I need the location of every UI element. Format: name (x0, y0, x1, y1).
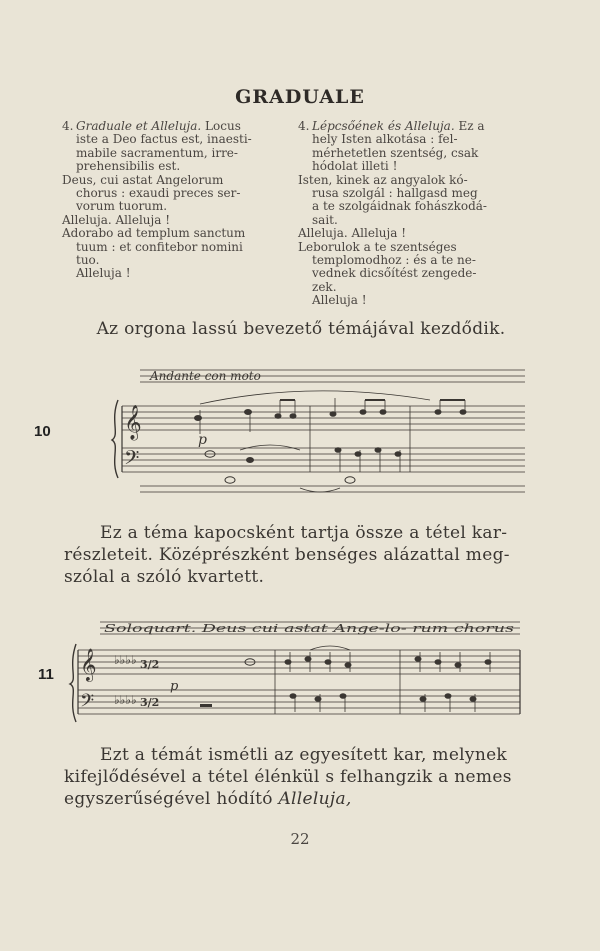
paragraph-line: kifejlődésével a tétel élénkül s felhangzik a nemes (64, 767, 512, 787)
latin-line: tuo. (76, 253, 100, 268)
latin-line: Alleluja. Alleluja ! (62, 212, 171, 227)
latin-line: mabile sacramentum, irre- (76, 145, 238, 160)
hungarian-line: sait. (312, 212, 338, 227)
svg-text:𝄢: 𝄢 (124, 446, 140, 474)
hungarian-line: Alleluja ! (312, 293, 367, 308)
hungarian-line: rusa szolgál : hallgasd meg (312, 186, 478, 201)
latin-line: Adorabo ad templum sanctum (62, 226, 246, 241)
hungarian-line: vednek dicsőítést zengede- (312, 266, 477, 281)
hungarian-line: a te szolgáidnak fohászkodá- (312, 199, 487, 214)
svg-text:𝄞: 𝄞 (124, 405, 142, 440)
middle-paragraph (64, 522, 538, 588)
page-number: 22 (290, 830, 310, 848)
dynamic-marking: p (170, 679, 179, 694)
hungarian-column (298, 120, 512, 308)
hungarian-line: zek. (312, 279, 337, 294)
hungarian-line: Isten, kinek az angyalok kó- (298, 172, 468, 187)
paragraph-text: egyszerűségével hódító (64, 789, 273, 809)
time-signature: 3/2 (140, 658, 160, 671)
example-number: 10 (34, 423, 51, 440)
svg-text:𝄢: 𝄢 (80, 691, 95, 716)
latin-line: chorus : exaudi preces ser- (76, 186, 241, 201)
hungarian-line: hódolat illeti ! (312, 159, 398, 174)
paragraph-line (64, 788, 538, 810)
latin-line: Alleluja ! (76, 266, 131, 281)
latin-line: vorum tuorum. (76, 199, 168, 214)
hungarian-line: mérhetetlen szentség, csak (312, 145, 479, 160)
music-example-10 (110, 360, 530, 502)
hungarian-line: templomodhoz : és a te ne- (312, 253, 476, 268)
latin-line: iste a Deo factus est, inaesti- (76, 132, 252, 147)
paragraph-line: részleteit. Középrészként benséges alázattal meg- (64, 545, 510, 565)
svg-text:𝄞: 𝄞 (80, 648, 97, 681)
svg-text:♭♭♭♭: ♭♭♭♭ (114, 693, 137, 707)
time-signature: 3/2 (140, 696, 160, 709)
latin-line: Deus, cui astat Angelorum (62, 172, 224, 187)
dynamic-marking: p (198, 432, 207, 448)
latin-line: 4. Graduale et Alleluja. Locus (62, 119, 241, 133)
example-number: 11 (38, 666, 54, 683)
handwritten-lyrics: Soloquart. Deus cui astat Ange-lo- rum chorus (104, 622, 515, 635)
tempo-marking: Andante con moto (150, 369, 261, 383)
latin-column (62, 120, 290, 281)
hungarian-line: Alleluja. Alleluja ! (298, 226, 407, 241)
latin-line: prehensibilis est. (76, 159, 181, 174)
intro-line: Az orgona lassú bevezető témájával kezdődik. (96, 319, 506, 339)
hungarian-line: hely Isten alkotása : fel- (312, 132, 458, 147)
hungarian-line: Leborulok a te szentséges (298, 239, 457, 254)
svg-text:♭♭♭♭: ♭♭♭♭ (114, 653, 137, 667)
music-example-11 (70, 612, 522, 724)
paragraph-line: Ez a téma kapocsként tartja össze a tétel kar- (100, 523, 508, 543)
paragraph-line: Ezt a témát ismétli az egyesített kar, melynek (100, 745, 508, 765)
intro-paragraph (64, 318, 538, 340)
paragraph-line: szólal a szóló kvartett. (64, 567, 265, 587)
alleluja-word: Alleluja, (278, 789, 352, 809)
hungarian-line: 4. Lépcsőének és Alleluja. Ez a (298, 119, 485, 133)
final-paragraph (64, 744, 538, 810)
section-title: GRADUALE (235, 86, 365, 108)
latin-line: tuum : et confitebor nomini (76, 239, 243, 254)
